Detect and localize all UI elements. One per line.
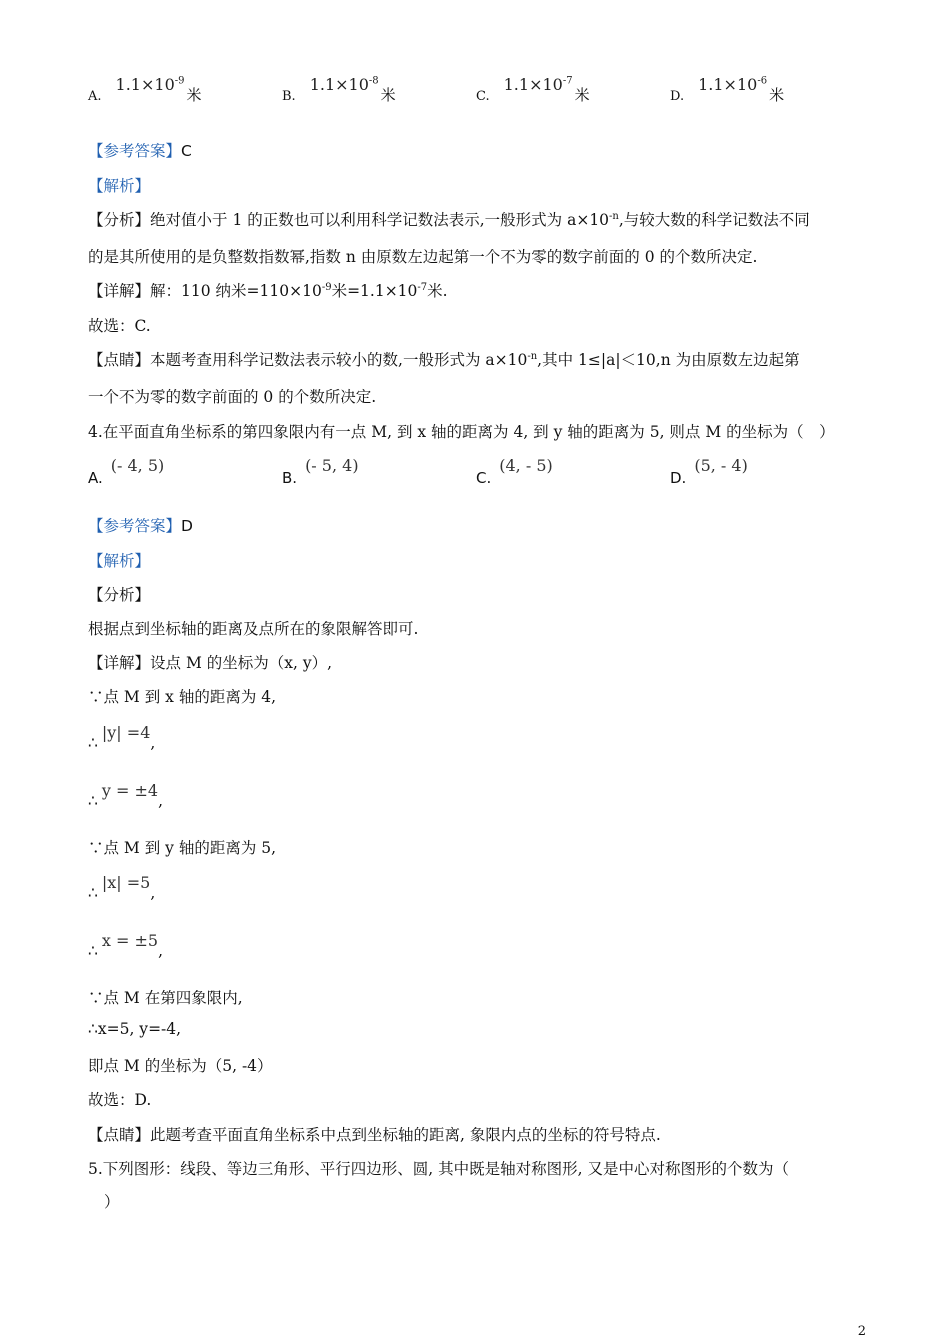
- therefore-symbol: ∴: [88, 792, 98, 810]
- q4-guxuan: 故选：D.: [88, 1091, 152, 1109]
- q4-stem: 4.在平面直角坐标系的第四象限内有一点 M, 到 x 轴的距离为 4, 到 y 轴的距离为 5, 则点 M 的坐标为（ ）: [88, 423, 835, 441]
- xiangjie-label: 【详解】: [88, 282, 151, 300]
- punctuation: ,: [150, 734, 156, 752]
- q4-fenxi-label: 【分析】: [88, 586, 151, 604]
- option-letter: D.: [670, 89, 685, 104]
- q3-fenxi-line-1: [88, 208, 810, 230]
- therefore-symbol: ∴: [88, 884, 98, 902]
- q5-stem: 5.下列图形：线段、等边三角形、平行四边形、圆, 其中既是轴对称图形, 又是中心对称图形的个数为（: [88, 1160, 789, 1178]
- q3-guxuan: 故选：C.: [88, 317, 151, 335]
- q4-jiexi-heading: 【解析】: [88, 552, 151, 570]
- expr-base: 1.1×10: [503, 75, 563, 94]
- q4-answer-line: [88, 514, 193, 536]
- punctuation: ,: [158, 792, 164, 810]
- q4-dianjing-line: [88, 1123, 661, 1145]
- answer-label: 【参考答案】: [88, 142, 182, 160]
- dianjing-superscript: -n: [527, 350, 538, 362]
- dianjing-text: 本题考查用科学记数法表示较小的数,一般形式为 a×10: [150, 351, 528, 369]
- expr-exponent: -6: [757, 75, 768, 87]
- q4-step-7: ∵点 M 在第四象限内,: [88, 989, 243, 1007]
- therefore-symbol: ∴: [88, 942, 98, 960]
- q4-xiangjie-line: [88, 651, 332, 673]
- q3-dianjing-line-2: 一个不为零的数字前面的 0 的个数所决定.: [88, 388, 377, 406]
- xiangjie-superscript: -7: [417, 281, 428, 293]
- expr-exponent: -8: [368, 75, 379, 87]
- xiangjie-label: 【详解】: [88, 654, 151, 672]
- q4-step-5: [88, 873, 156, 902]
- expr-base: 1.1×10: [115, 75, 175, 94]
- answer-label: 【参考答案】: [88, 517, 182, 535]
- option-expression: [504, 75, 573, 94]
- dianjing-label: 【点睛】: [88, 1126, 151, 1144]
- math-expression: y = ±4: [101, 781, 159, 800]
- q3-option-b: [282, 75, 396, 105]
- punctuation: ,: [150, 884, 156, 902]
- q3-option-d: [670, 75, 785, 105]
- q3-fenxi-line-2: 的是其所使用的是负整数指数幂,指数 n 由原数左边起第一个不为零的数字前面的 0 的个数所决定.: [88, 248, 758, 266]
- option-letter: D.: [670, 469, 687, 487]
- q4-option-a: [88, 456, 165, 487]
- option-value: (- 4, 5): [110, 456, 165, 475]
- xiangjie-text: 解：110 纳米=110×10: [150, 282, 322, 300]
- option-expression: [116, 75, 185, 94]
- fenxi-text: 绝对值小于 1 的正数也可以利用科学记数法表示,一般形式为 a×10: [150, 211, 610, 229]
- xiangjie-text: 设点 M 的坐标为（x, y）,: [150, 654, 333, 672]
- xiangjie-text: 米=1.1×10: [331, 282, 418, 300]
- option-letter: A.: [88, 89, 102, 104]
- q4-option-d: [670, 456, 748, 487]
- q4-step-6: [88, 931, 163, 960]
- q4-step-8: ∴x=5, y=-4,: [88, 1020, 182, 1038]
- q4-fenxi-text: 根据点到坐标轴的距离及点所在的象限解答即可.: [88, 620, 419, 638]
- fenxi-text-tail: ,与较大数的科学记数法不同: [618, 211, 810, 229]
- option-unit: 米: [186, 86, 202, 104]
- q3-answer-line: [88, 139, 192, 161]
- math-expression: |x| =5: [101, 873, 151, 892]
- answer-value: C: [181, 142, 192, 160]
- dianjing-label: 【点睛】: [88, 351, 151, 369]
- math-expression: |y| =4: [101, 723, 151, 742]
- q3-option-c: [476, 75, 590, 105]
- option-unit: 米: [769, 86, 785, 104]
- expr-exponent: -9: [174, 75, 185, 87]
- math-expression: x = ±5: [101, 931, 159, 950]
- answer-value: D: [181, 517, 193, 535]
- q4-step-1: ∵点 M 到 x 轴的距离为 4,: [88, 688, 277, 706]
- q3-dianjing-line-1: [88, 348, 800, 370]
- option-value: (- 5, 4): [305, 456, 359, 475]
- page-number: 2: [857, 1324, 866, 1339]
- therefore-symbol: ∴: [88, 734, 98, 752]
- q4-step-3: [88, 781, 164, 810]
- option-letter: B.: [282, 469, 298, 487]
- fenxi-superscript: -n: [609, 210, 619, 222]
- expr-exponent: -7: [562, 75, 573, 87]
- xiangjie-superscript: -9: [321, 281, 332, 293]
- expr-base: 1.1×10: [309, 75, 369, 94]
- fenxi-label: 【分析】: [88, 211, 151, 229]
- q4-step-2: [88, 723, 156, 752]
- dianjing-text: 此题考查平面直角坐标系中点到坐标轴的距离, 象限内点的坐标的符号特点.: [150, 1126, 661, 1144]
- q4-option-b: [282, 456, 359, 487]
- q3-option-a: [88, 75, 202, 105]
- option-letter: C.: [476, 89, 490, 104]
- q4-option-c: [476, 456, 553, 487]
- option-unit: 米: [574, 86, 590, 104]
- option-letter: B.: [282, 89, 296, 104]
- option-expression: [310, 75, 379, 94]
- option-letter: A.: [88, 469, 103, 487]
- q3-xiangjie-line: [88, 279, 448, 301]
- dianjing-text-tail: ,其中 1≤|a|＜10,n 为由原数左边起第: [537, 351, 800, 369]
- q4-step-4: ∵点 M 到 y 轴的距离为 5,: [88, 839, 277, 857]
- option-value: (5, - 4): [694, 456, 748, 475]
- expr-base: 1.1×10: [698, 75, 758, 94]
- q5-stem-close: ）: [104, 1193, 120, 1211]
- q3-jiexi-heading: 【解析】: [88, 177, 151, 195]
- option-letter: C.: [476, 469, 492, 487]
- option-value: (4, - 5): [499, 456, 553, 475]
- punctuation: ,: [158, 942, 163, 960]
- option-expression: [698, 75, 767, 94]
- q4-step-9: 即点 M 的坐标为（5, -4）: [88, 1057, 273, 1075]
- xiangjie-text: 米.: [427, 282, 448, 300]
- option-unit: 米: [380, 86, 396, 104]
